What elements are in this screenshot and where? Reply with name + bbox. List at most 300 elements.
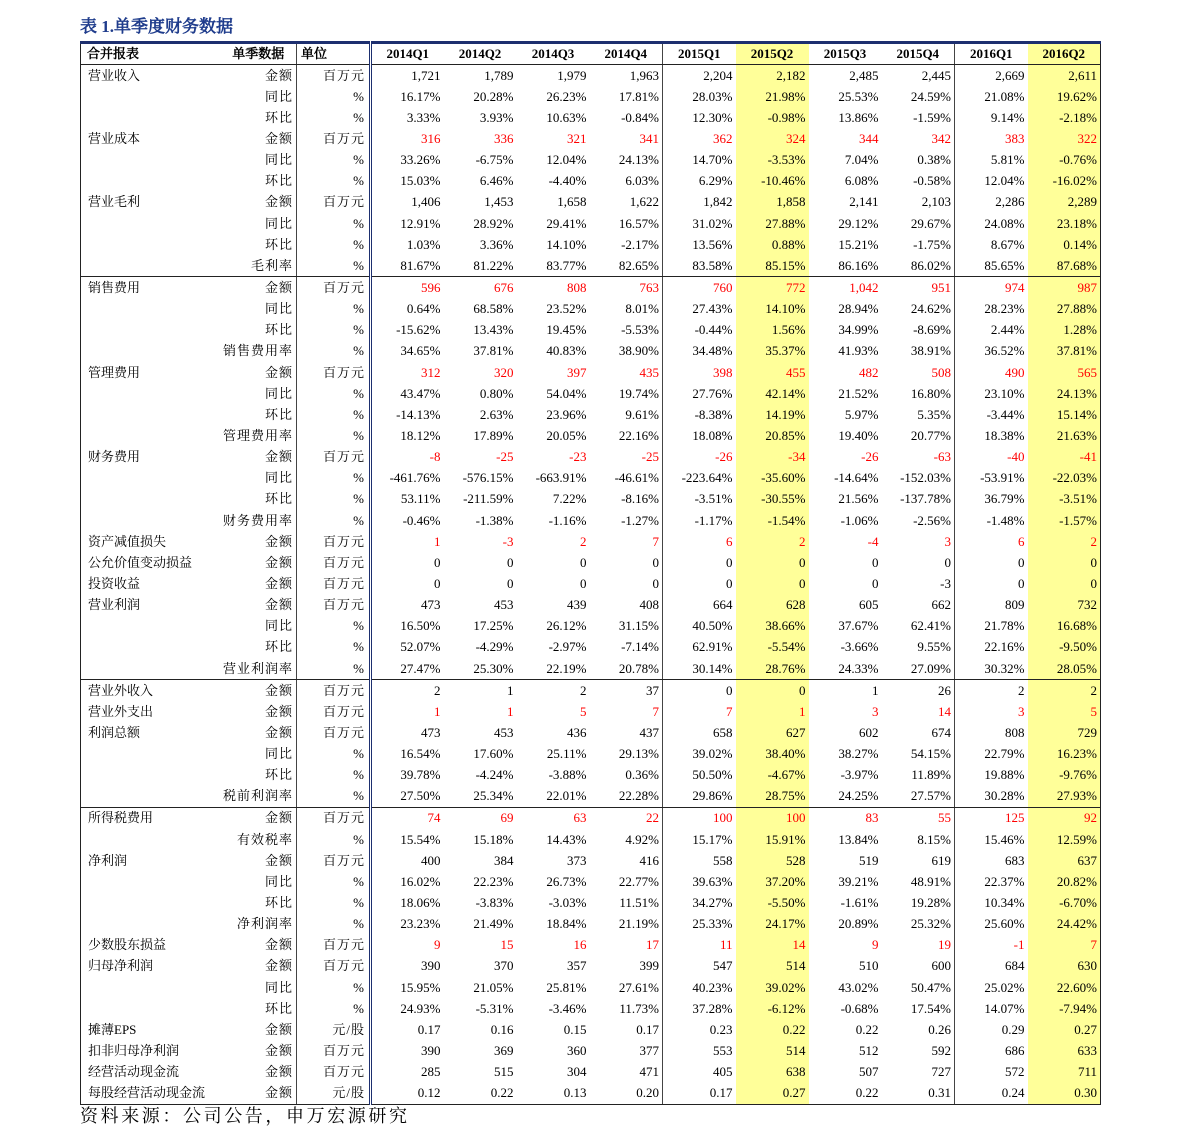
value-cell: 15.91% <box>736 829 809 850</box>
value-cell: 34.27% <box>692 895 733 911</box>
category-cell: 资产减值损失 <box>81 531 221 552</box>
unit-cell: % <box>297 914 371 935</box>
table-row <box>81 616 1101 637</box>
value-cell: 19 <box>882 935 955 956</box>
category-cell <box>81 829 221 850</box>
table-row <box>81 977 1101 998</box>
value-cell: 1 <box>434 703 441 719</box>
unit-cell: 百万元 <box>297 531 371 552</box>
value-cell: 0 <box>726 682 733 698</box>
value-cell: 987 <box>1028 277 1101 299</box>
value-cell: 1,842 <box>703 194 733 210</box>
category-cell <box>81 425 221 446</box>
value-cell: 0.80% <box>479 385 514 401</box>
metric-cell: 同比 <box>221 150 297 171</box>
value-cell: 0.38% <box>882 150 955 171</box>
value-cell: 14.43% <box>546 831 587 847</box>
value-cell: 0.22 <box>855 1021 879 1037</box>
value-cell: 316 <box>421 130 441 146</box>
category-cell <box>81 510 221 531</box>
value-cell: 100 <box>736 807 809 829</box>
value-cell: -40 <box>1007 449 1025 465</box>
value-cell: 23.96% <box>546 406 587 422</box>
value-cell: 0 <box>580 575 587 591</box>
value-cell: 27.93% <box>1028 786 1101 808</box>
metric-cell: 同比 <box>221 299 297 320</box>
period-header: 2015Q2 <box>736 43 809 65</box>
category-cell: 营业利润 <box>81 595 221 616</box>
value-cell: 1,721 <box>411 67 441 83</box>
value-cell: 31.15% <box>590 616 663 637</box>
value-cell: 12.04% <box>546 152 587 168</box>
metric-cell: 管理费用率 <box>221 425 297 446</box>
table-row <box>81 362 1101 383</box>
value-cell: 25.32% <box>882 914 955 935</box>
value-cell: -3.97% <box>840 767 879 783</box>
value-cell: 763 <box>590 277 663 299</box>
value-cell: 28.92% <box>473 215 514 231</box>
value-cell: 0.13 <box>517 1083 590 1105</box>
value-cell: -0.58% <box>882 171 955 192</box>
value-cell: -576.15% <box>462 470 514 486</box>
value-cell: 21.49% <box>473 916 514 932</box>
metric-cell: 环比 <box>221 637 297 658</box>
metric-cell: 金额 <box>221 935 297 956</box>
value-cell: -1.06% <box>840 512 879 528</box>
value-cell: 16.02% <box>400 873 441 889</box>
category-cell <box>81 86 221 107</box>
unit-cell: % <box>297 744 371 765</box>
value-cell: 29.13% <box>590 744 663 765</box>
value-cell: 25.34% <box>444 786 517 808</box>
table-row <box>81 425 1101 446</box>
value-cell: 43.47% <box>400 385 441 401</box>
value-cell: 285 <box>421 1064 441 1080</box>
value-cell: 17 <box>590 935 663 956</box>
period-header: 2014Q1 <box>371 43 444 65</box>
metric-cell: 环比 <box>221 171 297 192</box>
value-cell: 2,289 <box>1028 192 1101 213</box>
category-cell: 少数股东损益 <box>81 935 221 956</box>
value-cell: 684 <box>1005 958 1025 974</box>
value-cell: -3.83% <box>475 895 514 911</box>
value-cell: 22.77% <box>590 871 663 892</box>
value-cell: 0 <box>580 554 587 570</box>
value-cell: 7.04% <box>844 152 879 168</box>
value-cell: 1,622 <box>590 192 663 213</box>
value-cell: 3 <box>882 531 955 552</box>
value-cell: 24.42% <box>1028 914 1101 935</box>
value-cell: 86.16% <box>809 255 882 277</box>
metric-cell: 金额 <box>221 595 297 616</box>
value-cell: 558 <box>713 852 733 868</box>
value-cell: 18.38% <box>984 427 1025 443</box>
value-cell: 43.02% <box>838 979 879 995</box>
metric-cell: 金额 <box>221 1040 297 1061</box>
value-cell: 341 <box>590 128 663 149</box>
value-cell: 436 <box>567 724 587 740</box>
table-row <box>81 786 1101 808</box>
unit-cell: % <box>297 86 371 107</box>
value-cell: 21.56% <box>838 491 879 507</box>
value-cell: 28.23% <box>984 301 1025 317</box>
value-cell: 9.55% <box>882 637 955 658</box>
value-cell: 512 <box>859 1043 879 1059</box>
metric-cell: 环比 <box>221 107 297 128</box>
value-cell: 68.58% <box>473 301 514 317</box>
metric-cell: 金额 <box>221 701 297 722</box>
value-cell: -223.64% <box>681 470 733 486</box>
value-cell: 37.67% <box>838 618 879 634</box>
value-cell: 508 <box>882 362 955 383</box>
unit-cell: % <box>297 637 371 658</box>
value-cell: 0.23 <box>709 1021 733 1037</box>
value-cell: -7.14% <box>590 637 663 658</box>
unit-cell: % <box>297 765 371 786</box>
table-row <box>81 234 1101 255</box>
value-cell: 2,485 <box>849 67 879 83</box>
value-cell: 6 <box>1018 533 1025 549</box>
table-row <box>81 404 1101 425</box>
category-cell <box>81 404 221 425</box>
value-cell: 29.12% <box>838 215 879 231</box>
value-cell: 22.79% <box>984 746 1025 762</box>
unit-cell: 百万元 <box>297 573 371 594</box>
value-cell: 519 <box>859 852 879 868</box>
value-cell: 439 <box>567 597 587 613</box>
value-cell: 312 <box>421 364 441 380</box>
value-cell: 81.67% <box>371 255 444 277</box>
unit-cell: 百万元 <box>297 1062 371 1083</box>
value-cell: 37.81% <box>473 343 514 359</box>
metric-cell: 环比 <box>221 234 297 255</box>
metric-cell: 税前利润率 <box>221 786 297 808</box>
value-cell: 628 <box>736 595 809 616</box>
value-cell: 344 <box>859 130 879 146</box>
value-cell: 29.41% <box>546 215 587 231</box>
value-cell: 34.48% <box>692 343 733 359</box>
unit-cell: 百万元 <box>297 701 371 722</box>
value-cell: 711 <box>1028 1062 1101 1083</box>
value-cell: 373 <box>567 852 587 868</box>
value-cell: -16.02% <box>1028 171 1101 192</box>
table-row <box>81 447 1101 468</box>
value-cell: 383 <box>1005 130 1025 146</box>
value-cell: 0.29 <box>1001 1021 1025 1037</box>
table-row <box>81 1062 1101 1083</box>
metric-cell: 金额 <box>221 680 297 702</box>
value-cell: -3.46% <box>548 1000 587 1016</box>
category-cell <box>81 107 221 128</box>
value-cell: 7 <box>590 701 663 722</box>
table-row <box>81 552 1101 573</box>
value-cell: 14.10% <box>736 299 809 320</box>
table-row <box>81 998 1101 1019</box>
value-cell: 1,658 <box>557 194 587 210</box>
unit-cell: 百万元 <box>297 935 371 956</box>
value-cell: 1,406 <box>411 194 441 210</box>
table-row <box>81 914 1101 935</box>
value-cell: 22.23% <box>473 873 514 889</box>
value-cell: 3.33% <box>406 109 441 125</box>
table-row <box>81 277 1101 299</box>
table-row <box>81 680 1101 702</box>
value-cell: -26 <box>861 449 879 465</box>
metric-cell: 金额 <box>221 192 297 213</box>
value-cell: -25 <box>496 449 514 465</box>
unit-cell: % <box>297 489 371 510</box>
value-cell: 637 <box>1028 850 1101 871</box>
value-cell: 360 <box>567 1043 587 1059</box>
value-cell: -0.68% <box>840 1000 879 1016</box>
category-cell <box>81 871 221 892</box>
value-cell: 31.02% <box>692 215 733 231</box>
value-cell: 2,103 <box>882 192 955 213</box>
value-cell: 1 <box>507 682 514 698</box>
category-cell <box>81 744 221 765</box>
value-cell: 14.19% <box>736 404 809 425</box>
source-note: 资料来源：公司公告，申万宏源研究 <box>80 1106 410 1126</box>
value-cell: 13.84% <box>838 831 879 847</box>
table-row <box>81 150 1101 171</box>
value-cell: 11.89% <box>882 765 955 786</box>
unit-cell: 百万元 <box>297 722 371 743</box>
value-cell: -3 <box>882 573 955 594</box>
category-cell <box>81 468 221 489</box>
value-cell: 50.50% <box>692 767 733 783</box>
unit-cell: % <box>297 616 371 637</box>
value-cell: 24.62% <box>882 299 955 320</box>
value-cell: 20.05% <box>546 427 587 443</box>
value-cell: 951 <box>882 277 955 299</box>
value-cell: -35.60% <box>736 468 809 489</box>
value-cell: 27.88% <box>736 213 809 234</box>
metric-cell: 净利润率 <box>221 914 297 935</box>
value-cell: 2,204 <box>703 67 733 83</box>
value-cell: -211.59% <box>463 491 514 507</box>
unit-cell: % <box>297 998 371 1019</box>
value-cell: 16.50% <box>400 618 441 634</box>
value-cell: 20.28% <box>473 88 514 104</box>
value-cell: 81.22% <box>444 255 517 277</box>
category-cell <box>81 765 221 786</box>
value-cell: 3.93% <box>479 109 514 125</box>
value-cell: -2.18% <box>1028 107 1101 128</box>
category-cell <box>81 489 221 510</box>
value-cell: 16.17% <box>400 88 441 104</box>
value-cell: -25 <box>590 447 663 468</box>
value-cell: -1.59% <box>882 107 955 128</box>
value-cell: -1.27% <box>590 510 663 531</box>
value-cell: 686 <box>1005 1043 1025 1059</box>
value-cell: -3 <box>502 533 514 549</box>
value-cell: 0 <box>1028 552 1101 573</box>
period-header: 2016Q1 <box>955 43 1028 65</box>
value-cell: 83 <box>865 810 879 826</box>
value-cell: 320 <box>494 364 514 380</box>
value-cell: 0.22 <box>444 1083 517 1105</box>
category-cell: 营业收入 <box>81 65 221 87</box>
metric-cell: 同比 <box>221 871 297 892</box>
value-cell: 2,669 <box>995 67 1025 83</box>
table-row <box>81 86 1101 107</box>
value-cell: 0 <box>726 575 733 591</box>
category-cell <box>81 977 221 998</box>
table-row <box>81 531 1101 552</box>
value-cell: 9.61% <box>590 404 663 425</box>
unit-cell: % <box>297 213 371 234</box>
value-cell: 22.60% <box>1028 977 1101 998</box>
value-cell: 1,453 <box>484 194 514 210</box>
category-cell <box>81 383 221 404</box>
value-cell: 15.17% <box>692 831 733 847</box>
value-cell: 28.94% <box>838 301 879 317</box>
value-cell: 400 <box>421 852 441 868</box>
value-cell: -3.88% <box>548 767 587 783</box>
value-cell: 760 <box>713 279 733 295</box>
category-cell: 销售费用 <box>81 277 221 299</box>
value-cell: 29.67% <box>882 213 955 234</box>
value-cell: 12.30% <box>692 109 733 125</box>
unit-cell: 百万元 <box>297 680 371 702</box>
value-cell: 14.10% <box>546 236 587 252</box>
value-cell: 30.32% <box>955 658 1028 680</box>
value-cell: 0.27 <box>1028 1019 1101 1040</box>
value-cell: 0.17 <box>417 1021 441 1037</box>
value-cell: 0.15 <box>563 1021 587 1037</box>
unit-cell: 百万元 <box>297 65 371 87</box>
value-cell: 5.81% <box>990 152 1025 168</box>
value-cell: 25.11% <box>546 746 587 762</box>
value-cell: 0.16 <box>490 1021 514 1037</box>
metric-cell: 环比 <box>221 489 297 510</box>
value-cell: 20.89% <box>838 916 879 932</box>
value-cell: 16.80% <box>882 383 955 404</box>
value-cell: -5.54% <box>736 637 809 658</box>
category-cell: 管理费用 <box>81 362 221 383</box>
value-cell: 27.50% <box>371 786 444 808</box>
unit-cell: % <box>297 320 371 341</box>
value-cell: 473 <box>421 724 441 740</box>
value-cell: 11.51% <box>590 892 663 913</box>
category-cell: 营业成本 <box>81 128 221 149</box>
metric-cell: 同比 <box>221 468 297 489</box>
value-cell: 727 <box>882 1062 955 1083</box>
table-row <box>81 299 1101 320</box>
value-cell: 15.18% <box>473 831 514 847</box>
value-cell: 471 <box>590 1062 663 1083</box>
value-cell: 342 <box>882 128 955 149</box>
value-cell: 6.03% <box>590 171 663 192</box>
value-cell: -5.53% <box>590 320 663 341</box>
period-header: 2016Q2 <box>1028 43 1101 65</box>
unit-cell: % <box>297 977 371 998</box>
value-cell: 22.28% <box>590 786 663 808</box>
value-cell: 41.93% <box>838 343 879 359</box>
value-cell: -5.31% <box>475 1000 514 1016</box>
value-cell: 453 <box>494 597 514 613</box>
table-row <box>81 468 1101 489</box>
value-cell: 1,963 <box>590 65 663 87</box>
value-cell: 370 <box>494 958 514 974</box>
value-cell: 28.76% <box>736 658 809 680</box>
value-cell: 1.03% <box>406 236 441 252</box>
value-cell: -14.64% <box>834 470 879 486</box>
unit-cell: % <box>297 150 371 171</box>
value-cell: 74 <box>427 810 441 826</box>
value-cell: 28.75% <box>736 786 809 808</box>
value-cell: 453 <box>494 724 514 740</box>
period-header: 2014Q3 <box>517 43 590 65</box>
value-cell: 3.36% <box>479 236 514 252</box>
value-cell: 2,182 <box>736 65 809 87</box>
value-cell: 0.22 <box>736 1019 809 1040</box>
value-cell: 25.60% <box>984 916 1025 932</box>
metric-cell: 金额 <box>221 1083 297 1105</box>
value-cell: 14 <box>882 701 955 722</box>
value-cell: -15.62% <box>396 322 441 338</box>
value-cell: 13.56% <box>692 236 733 252</box>
value-cell: -8.16% <box>590 489 663 510</box>
period-header: 2015Q1 <box>663 43 736 65</box>
value-cell: 2 <box>1028 531 1101 552</box>
metric-cell: 金额 <box>221 447 297 468</box>
period-header: 2015Q3 <box>809 43 882 65</box>
value-cell: 0 <box>434 575 441 591</box>
metric-cell: 金额 <box>221 807 297 829</box>
value-cell: -5.50% <box>736 892 809 913</box>
value-cell: 39.21% <box>838 873 879 889</box>
metric-cell: 环比 <box>221 998 297 1019</box>
value-cell: 25.02% <box>984 979 1025 995</box>
value-cell: 16.54% <box>400 746 441 762</box>
value-cell: 437 <box>590 722 663 743</box>
value-cell: 36.52% <box>984 343 1025 359</box>
value-cell: 27.57% <box>882 786 955 808</box>
value-cell: 1.56% <box>736 320 809 341</box>
unit-cell: 百万元 <box>297 595 371 616</box>
value-cell: 87.68% <box>1028 255 1101 277</box>
value-cell: 2 <box>434 682 441 698</box>
value-cell: 0.26 <box>882 1019 955 1040</box>
table-row <box>81 255 1101 277</box>
value-cell: 29.86% <box>663 786 736 808</box>
value-cell: 0 <box>507 554 514 570</box>
value-cell: 50.47% <box>882 977 955 998</box>
table-row <box>81 1040 1101 1061</box>
value-cell: 0 <box>882 552 955 573</box>
value-cell: 304 <box>567 1064 587 1080</box>
value-cell: 772 <box>736 277 809 299</box>
value-cell: 0 <box>590 573 663 594</box>
table-row <box>81 383 1101 404</box>
table-row <box>81 935 1101 956</box>
value-cell: 20.85% <box>736 425 809 446</box>
financial-data-table <box>80 41 1101 1105</box>
value-cell: 25.33% <box>692 916 733 932</box>
category-cell <box>81 616 221 637</box>
value-cell: -22.03% <box>1028 468 1101 489</box>
value-cell: 0 <box>736 552 809 573</box>
value-cell: 0.30 <box>1028 1083 1101 1105</box>
value-cell: 19.74% <box>590 383 663 404</box>
value-cell: -46.61% <box>590 468 663 489</box>
value-cell: 39.02% <box>736 977 809 998</box>
table-row <box>81 701 1101 722</box>
value-cell: -0.44% <box>694 322 733 338</box>
value-cell: 42.14% <box>736 383 809 404</box>
value-cell: 6 <box>726 533 733 549</box>
